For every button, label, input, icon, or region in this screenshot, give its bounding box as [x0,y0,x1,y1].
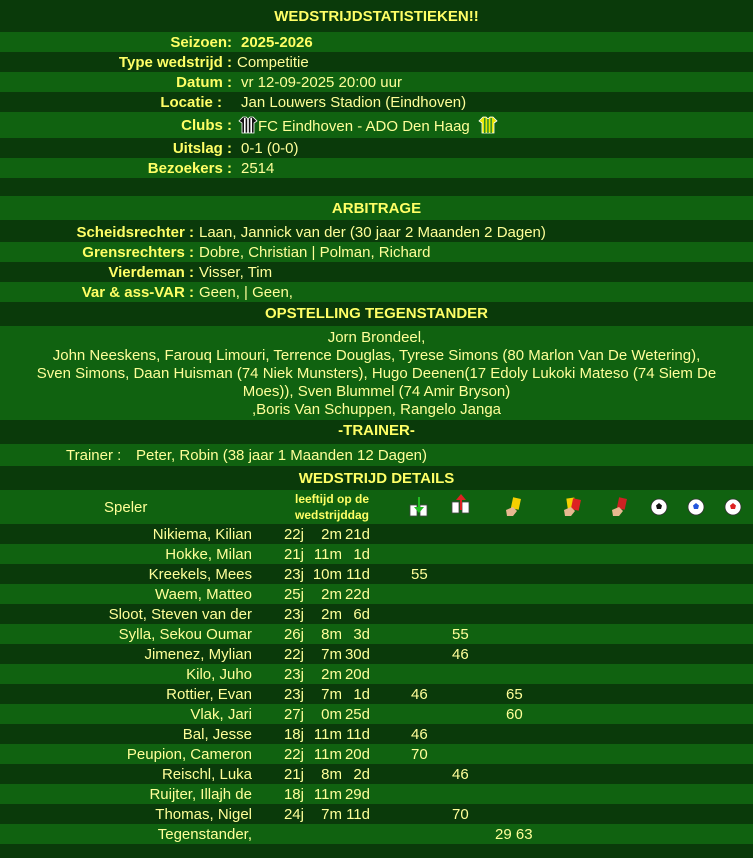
penalty-goal-icon [685,496,707,518]
table-row [0,584,753,604]
trainer-value: Peter, Robin (38 jaar 1 Maanden 12 Dagen) [136,446,428,464]
page-title [0,0,753,32]
opponent-header [0,302,753,324]
type-label: Type wedstrijd : [118,53,232,71]
away-shirt-icon [478,116,498,134]
age-months: 0m [321,705,342,723]
age-years: 24j [283,805,304,823]
table-row [0,604,753,624]
table-row [0,544,753,564]
type-value: Competitie [237,53,309,71]
details-header [0,466,753,490]
table-footer [0,844,753,858]
trainer-title: -TRAINER- [338,421,415,439]
age-months: 8m [321,625,342,643]
age-months: 7m [321,685,342,703]
age-days: 20d [344,665,370,683]
trainer-row [0,444,753,466]
season-value: 2025-2026 [241,33,313,51]
own-goal-icon [722,496,744,518]
clubs-text: FC Eindhoven - ADO Den Haag [258,117,470,135]
date-label: Datum : [176,73,232,91]
page-title-text: WEDSTRIJDSTATISTIEKEN!! [274,7,479,25]
sub-in-icon [408,496,430,518]
sub-in-minute: 46 [411,725,428,743]
spacer [0,178,753,196]
sub-in-minute: 70 [411,745,428,763]
age-days: 1d [353,685,370,703]
table-row [0,684,753,704]
col-age-line2: wedstrijddag [294,508,369,522]
type-row [0,52,753,72]
age-days: 30d [344,645,370,663]
table-row [0,764,753,784]
age-days: 29d [344,785,370,803]
age-months: 11m [313,725,342,743]
table-row [0,644,753,664]
player-name: Rottier, Evan [166,685,252,703]
table-row [0,704,753,724]
lineup-line: John Neeskens, Farouq Limouri, Terrence Douglas, Tyrese Simons (80 Marlon Van De Wetering), [52,347,701,364]
opponent-lineup [0,326,753,420]
age-days: 21d [344,525,370,543]
var-row [0,282,753,302]
clubs-value [238,116,498,135]
table-row [0,804,753,824]
age-years: 23j [283,665,304,683]
season-row [0,32,753,52]
player-name: Jimenez, Mylian [144,645,252,663]
player-name: Kreekels, Mees [148,565,252,583]
player-name: Sloot, Steven van der [108,605,252,623]
linesmen-row [0,242,753,262]
age-months: 2m [321,605,342,623]
var-value: Geen, | Geen, [199,283,293,301]
age-days: 25d [344,705,370,723]
result-row [0,138,753,158]
age-months: 8m [321,765,342,783]
result-value: 0-1 (0-0) [241,139,299,157]
sub-in-minute: 55 [411,565,428,583]
var-label: Var & ass-VAR : [81,283,194,301]
player-name: Thomas, Nigel [155,805,252,823]
player-name: Sylla, Sekou Oumar [118,625,252,643]
lineup-line: ,Boris Van Schuppen, Rangelo Janga [251,401,502,418]
visitors-label: Bezoekers : [147,159,232,177]
player-name: Reischl, Luka [161,765,252,783]
opponent-title: OPSTELLING TEGENSTANDER [264,304,489,322]
col-age-line1: leeftijd op de [294,492,369,506]
age-years: 27j [283,705,304,723]
sub-out-icon [450,493,472,515]
age-days: 11d [346,565,370,583]
player-name: Ruijter, Illajh de [149,785,252,803]
lineup-line: Moes)), Sven Blummel (74 Amir Bryson) [242,383,511,400]
referees-title: ARBITRAGE [331,199,422,217]
sub-out-minute: 46 [452,645,469,663]
age-years: 18j [283,785,304,803]
age-months: 11m [313,785,342,803]
referee-label: Scheidsrechter : [76,223,194,241]
table-row [0,744,753,764]
date-value: vr 12-09-2025 20:00 uur [241,73,402,91]
location-value: Jan Louwers Stadion (Eindhoven) [241,93,467,111]
linesmen-label: Grensrechters : [82,243,194,261]
age-years: 23j [283,565,304,583]
referees-header [0,196,753,220]
result-label: Uitslag : [172,139,232,157]
age-months: 7m [321,805,342,823]
date-row [0,72,753,92]
age-days: 11d [346,805,370,823]
table-row [0,524,753,544]
age-years: 26j [283,625,304,643]
referee-row [0,222,753,242]
age-years: 23j [283,605,304,623]
age-days: 1d [353,545,370,563]
player-name: Nikiema, Kilian [152,525,252,543]
age-days: 2d [353,765,370,783]
age-months: 2m [321,525,342,543]
age-days: 22d [344,585,370,603]
age-years: 18j [283,725,304,743]
location-label: Locatie : [160,93,222,111]
details-column-header [0,490,753,524]
age-days: 3d [353,625,370,643]
details-title: WEDSTRIJD DETAILS [298,469,455,487]
age-days: 6d [353,605,370,623]
table-row [0,624,753,644]
sub-in-minute: 46 [411,685,428,703]
table-row [0,664,753,684]
player-name: Peupion, Cameron [126,745,252,763]
fourth-official-row [0,262,753,282]
age-years: 22j [283,745,304,763]
table-row [0,784,753,804]
sub-out-minute: 55 [452,625,469,643]
fourth-official-value: Visser, Tim [199,263,273,281]
age-days: 20d [344,745,370,763]
table-row [0,564,753,584]
yellow-card-minute: 29 63 [495,825,533,843]
age-months: 2m [321,585,342,603]
age-years: 21j [283,545,304,563]
sub-out-minute: 46 [452,765,469,783]
home-shirt-icon [238,116,258,134]
visitors-row [0,158,753,178]
age-months: 2m [321,665,342,683]
visitors-value: 2514 [241,159,275,177]
goal-icon [648,496,670,518]
player-name: Hokke, Milan [165,545,252,563]
age-years: 23j [283,685,304,703]
player-name: Vlak, Jari [190,705,252,723]
yellow-card-minute: 65 [506,685,523,703]
lineup-line: Jorn Brondeel, [327,329,426,346]
col-player-header: Speler [104,499,148,516]
player-name: Bal, Jesse [182,725,252,743]
location-row [0,92,753,112]
age-months: 11m [313,745,342,763]
age-months: 7m [321,645,342,663]
yellow-card-minute: 60 [506,705,523,723]
age-years: 22j [283,645,304,663]
age-years: 22j [283,525,304,543]
lineup-line: Sven Simons, Daan Huisman (74 Niek Munsters), Hugo Deenen(17 Edoly Lukoki Mateso (74 Siem De [36,365,717,382]
age-months: 11m [313,545,342,563]
trainer-label: Trainer : [66,446,122,464]
trainer-header [0,420,753,440]
col-age-header [272,491,392,523]
age-years: 25j [283,585,304,603]
second-yellow-card-icon [561,496,583,518]
player-name: Kilo, Juho [186,665,252,683]
red-card-icon [609,496,631,518]
age-years: 21j [283,765,304,783]
clubs-row [0,112,753,138]
clubs-label: Clubs : [181,116,232,134]
fourth-official-label: Vierdeman : [108,263,194,281]
sub-out-minute: 70 [452,805,469,823]
referee-value: Laan, Jannick van der (30 jaar 2 Maanden 2 Dagen) [199,223,546,241]
age-months: 10m [312,565,342,583]
player-name: Tegenstander, [157,825,252,843]
table-row [0,724,753,744]
yellow-card-icon [503,496,525,518]
age-days: 11d [346,725,370,743]
linesmen-value: Dobre, Christian | Polman, Richard [199,243,431,261]
season-label: Seizoen: [170,33,232,51]
player-name: Waem, Matteo [155,585,252,603]
table-row [0,824,753,844]
